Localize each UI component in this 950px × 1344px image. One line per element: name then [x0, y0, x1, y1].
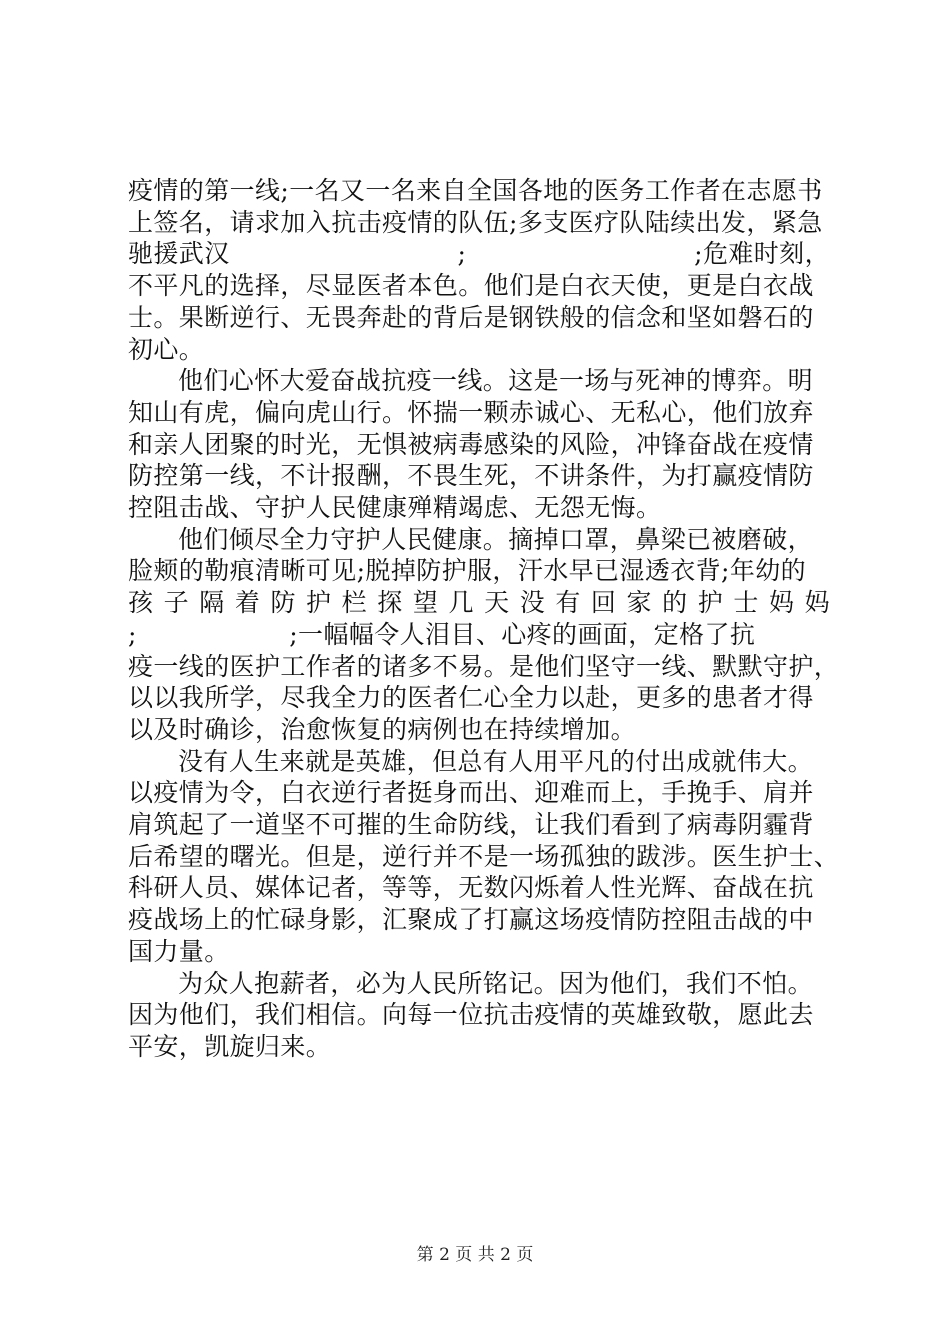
text-line: 士。果断逆行、无畏奔赴的背后是钢铁般的信念和坚如磐石的 [128, 302, 814, 332]
text-segment: 栏 [341, 588, 368, 618]
text-line: 知山有虎，偏向虎山行。怀揣一颗赤诚心、无私心，他们放弃 [128, 397, 814, 427]
text-segment: 天 [484, 588, 510, 618]
text-segment: 妈 [768, 588, 795, 618]
text-segment: 回 [590, 588, 617, 618]
text-segment: ;危难时刻， [694, 239, 830, 269]
paragraph-p2 [128, 365, 830, 524]
text-line: 科研人员、媒体记者，等等，无数闪烁着人性光辉、奋战在抗 [128, 873, 814, 903]
text-line: 疫情的第一线;一名又一名来自全国各地的医务工作者在志愿书 [128, 176, 823, 205]
text-line: 平安，凯旋归来。 [128, 1031, 332, 1061]
text-line: 不平凡的选择，尽显医者本色。他们是白衣天使，更是白衣战 [128, 271, 814, 301]
text-line: 上签名，请求加入抗击疫情的队伍;多支医疗队陆续出发，紧急 [128, 207, 823, 237]
text-line: 没有人生来就是英雄，但总有人用平凡的付出成就伟大。 [178, 746, 814, 776]
text-segment: 有 [555, 588, 581, 618]
text-line: 国力量。 [128, 936, 230, 966]
text-segment: 士 [733, 588, 759, 618]
text-segment: 几 [448, 588, 474, 618]
text-line: 控阻击战、守护人民健康殚精竭虑、无怨无悔。 [128, 493, 662, 523]
text-segment: 探 [377, 588, 403, 618]
text-line: 为众人抱薪者，必为人民所铭记。因为他们，我们不怕。 [178, 968, 814, 998]
text-line: 以以我所学，尽我全力的医者仁心全力以赴，更多的患者才得 [128, 683, 814, 713]
text-segment: 望 [412, 588, 439, 618]
text-line: ; ;一幅幅令人泪目、心疼的画面，定格了抗 [128, 619, 756, 649]
text-line: 以疫情为令，白衣逆行者挺身而出、迎难而上，手挽手、肩并 [128, 778, 814, 808]
paragraph-p1 [128, 175, 830, 365]
text-line: 肩筑起了一道坚不可摧的生命防线，让我们看到了病毒阴霾背 [128, 810, 814, 840]
paragraph-p5 [128, 968, 830, 1063]
text-line: 以及时确诊，治愈恢复的病例也在持续增加。 [128, 714, 637, 744]
text-segment: 防 [270, 588, 296, 618]
text-segment: ; [457, 239, 467, 269]
text-segment: 护 [306, 588, 332, 618]
text-line: 他们倾尽全力守护人民健康。摘掉口罩，鼻梁已被磨破， [178, 524, 814, 554]
text-line: 初心。 [128, 334, 205, 364]
text-segment: 妈 [804, 588, 830, 618]
text-segment: 家 [626, 588, 652, 618]
page-footer: 第 2 页 共 2 页 [416, 1245, 534, 1265]
text-segment: 没 [519, 588, 546, 618]
text-line: 因为他们，我们相信。向每一位抗击疫情的英雄致敬，愿此去 [128, 1000, 814, 1030]
text-line [128, 238, 830, 270]
text-line: 和亲人团聚的时光，无惧被病毒感染的风险，冲锋奋战在疫情 [128, 429, 814, 459]
text-line: 疫一线的医护工作者的诸多不易。是他们坚守一线、默默守护， [128, 651, 840, 681]
text-line: 脸颊的勒痕清晰可见;脱掉防护服，汗水早已湿透衣背;年幼的 [128, 556, 807, 586]
text-segment: 的 [662, 588, 688, 618]
text-segment: 隔 [199, 588, 225, 618]
text-segment: 驰援武汉 [128, 239, 230, 269]
document-body [128, 175, 840, 1063]
paragraph-p3 [128, 524, 840, 746]
text-segment: 护 [697, 588, 724, 618]
text-line: 疫战场上的忙碌身影，汇聚成了打赢这场疫情防控阻击战的中 [128, 905, 814, 935]
paragraph-p4 [128, 746, 840, 968]
text-segment: 着 [234, 588, 261, 618]
text-segment: 子 [163, 588, 190, 618]
text-line: 后希望的曙光。但是，逆行并不是一场孤独的跋涉。医生护士、 [128, 841, 840, 871]
text-line: 他们心怀大爱奋战抗疫一线。这是一场与死神的博弈。明 [178, 366, 814, 396]
text-line: 防控第一线，不计报酬，不畏生死，不讲条件，为打赢疫情防 [128, 461, 814, 491]
text-segment: 孩 [128, 588, 154, 618]
text-line [128, 587, 830, 619]
